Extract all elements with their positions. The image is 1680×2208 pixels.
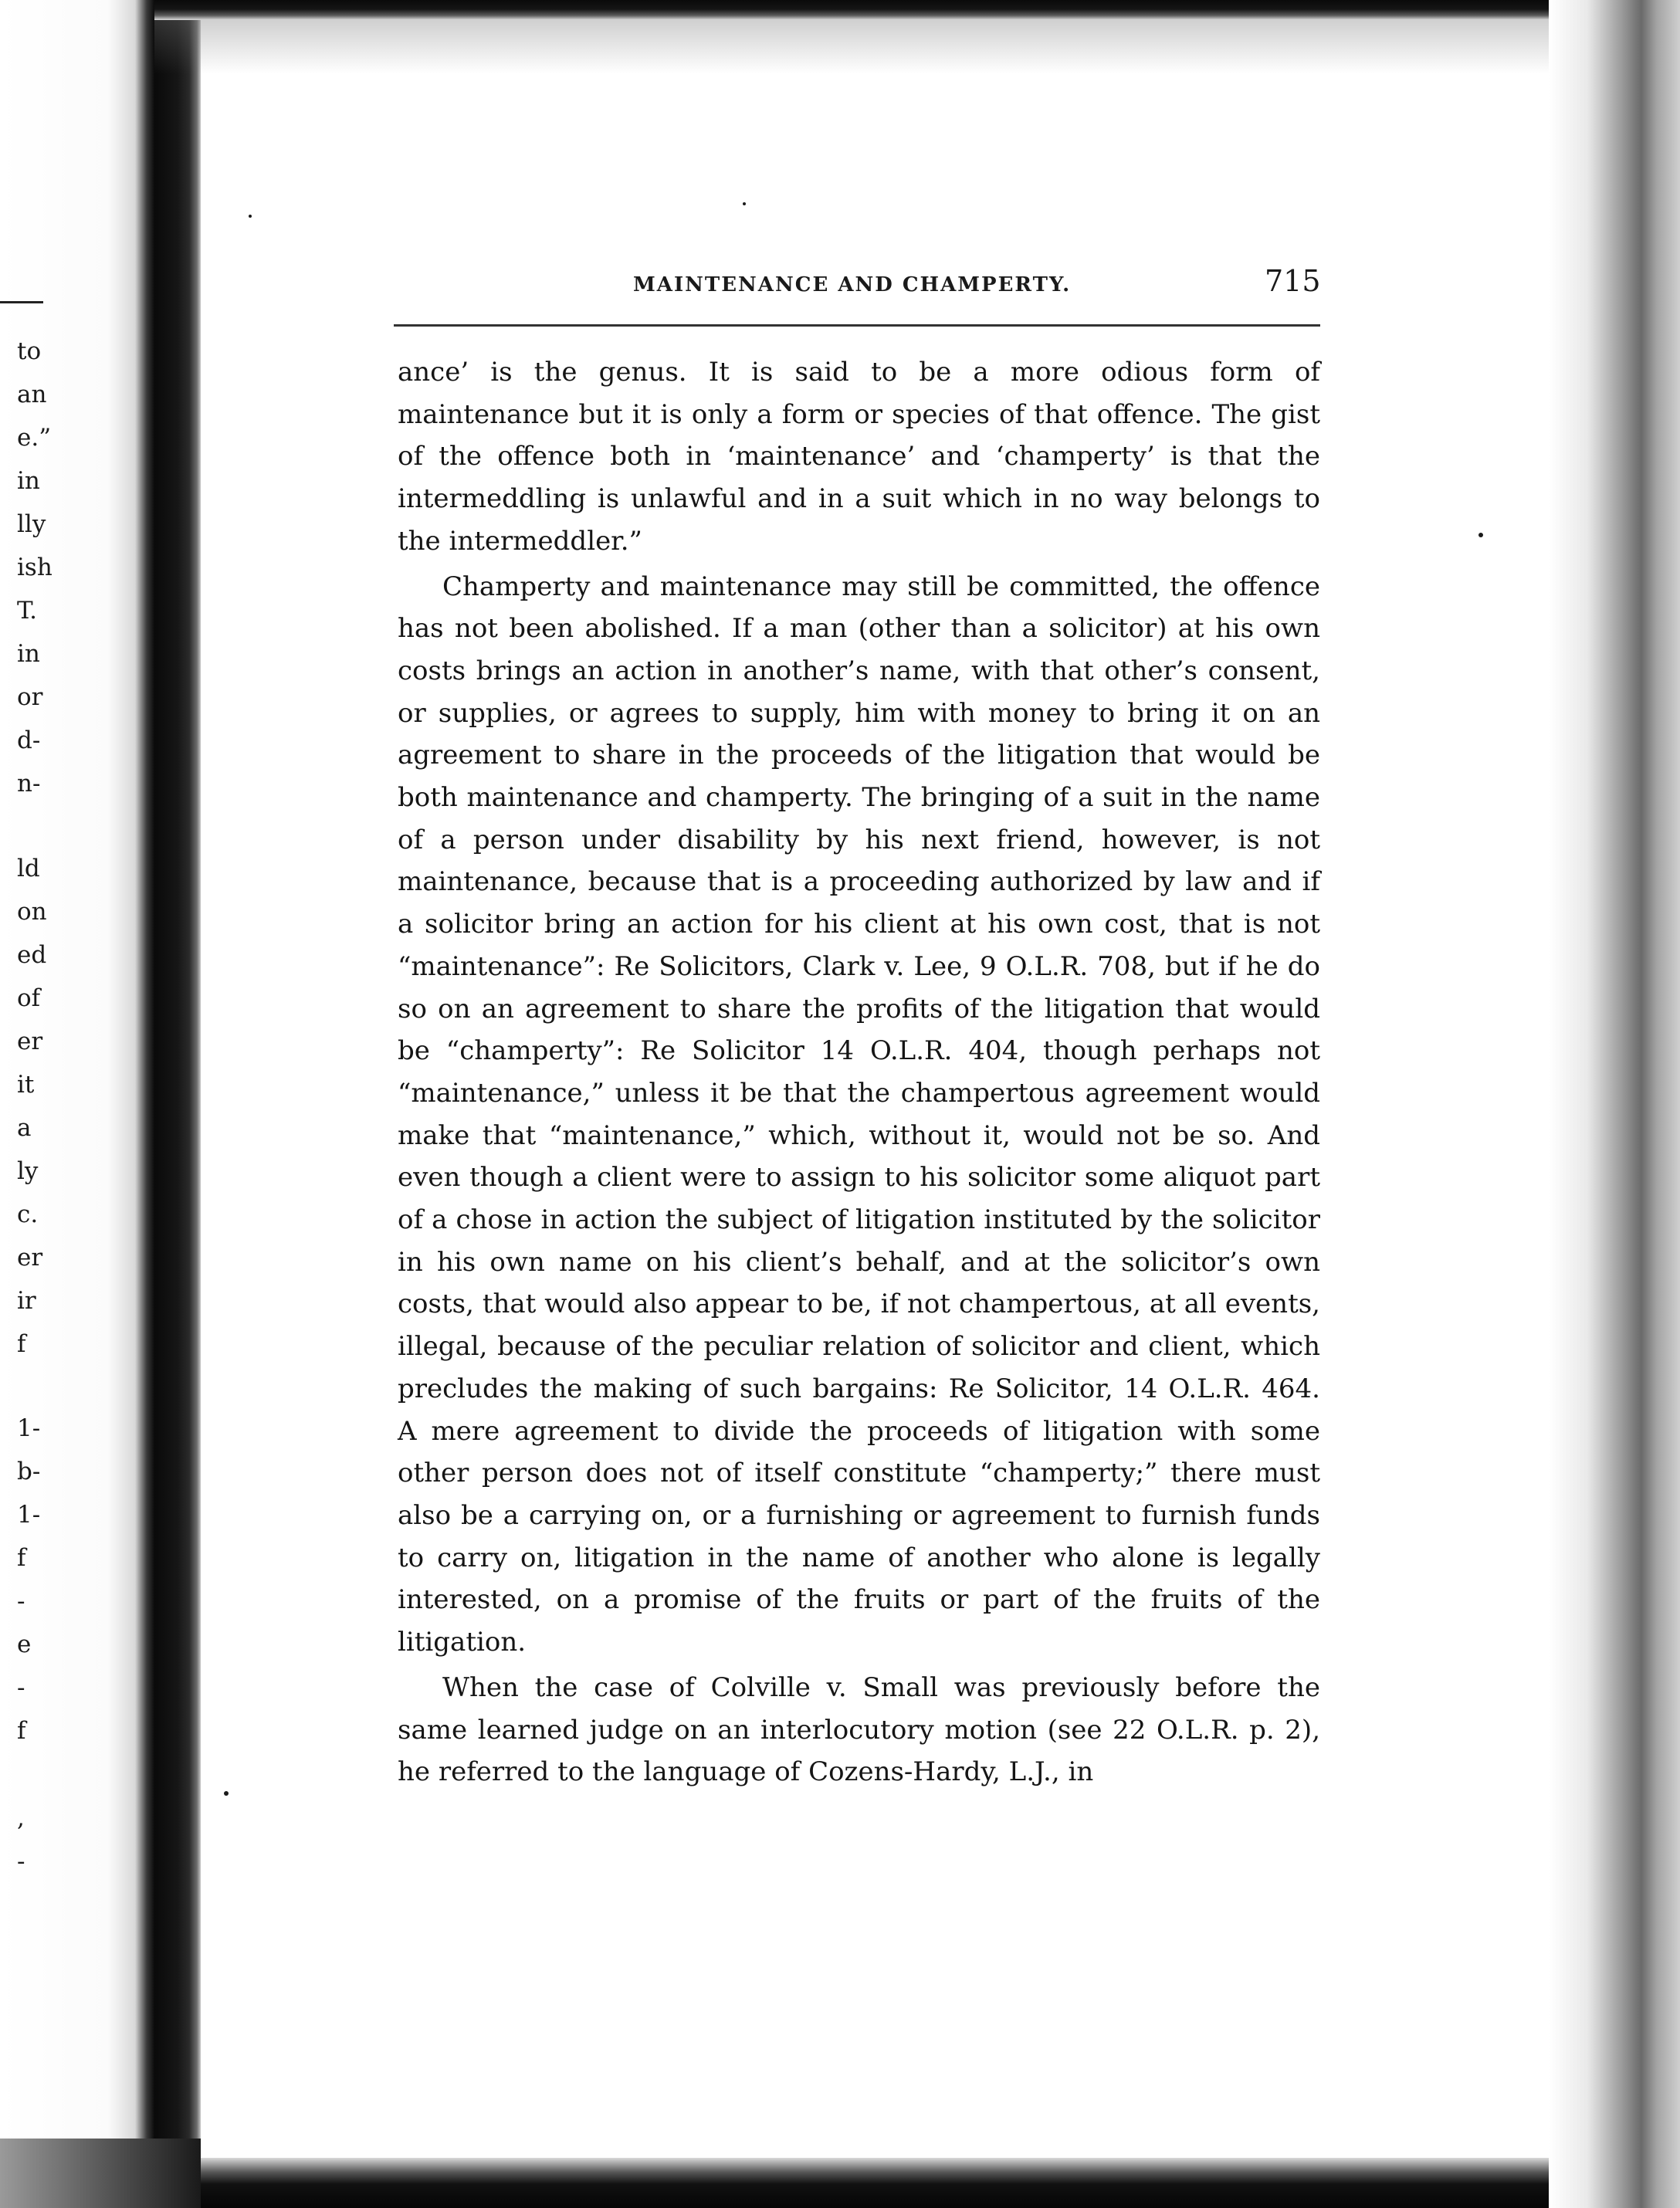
- left-fragment: n-: [17, 770, 41, 798]
- left-fragment: er: [17, 1028, 43, 1055]
- left-fragment: -: [17, 1847, 25, 1875]
- left-fragment: -: [17, 1674, 25, 1702]
- left-page-edge: [0, 0, 154, 2208]
- paragraph-2: Champerty and maintenance may still be committed, the offence has not been abolished. If a man (other than a solicitor) at his own costs brings an action in another’s name, with that other’s consent, or supplies, or agrees to supply, him with money to bring it on an agreement to share in the proceeds of the litigation that would be both maintenance and champerty. The bringing of a suit in the name of a person under disability by his next friend, however, is not maintenance, because that is a proceeding authorized by law and if a solicitor bring an action for his client at his own cost, that is not “maintenance”: Re Solicitors, Clark v. Lee, 9 O.L.R. 708, but if he do so on an agreement to share the profits of the litigation that would be “champerty”: Re Solicitor 14 O.L.R. 404, though perhaps not “maintenance,” unless it be that the champertous agreement would make that “maintenance,” which, without it, would not be so. And even though a client were to assign to his solicitor some aliquot part of a chose in action the subject of litigation instituted by the solicitor in his own name on his client’s behalf, and at the solicitor’s own costs, that would also appear to be, if not champertous, at all events, illegal, because of the peculiar relation of solicitor and client, which precludes the making of such bargains: Re Solicitor, 14 O.L.R. 464. A mere agreement to divide the proceeds of litigation with some other person does not of itself constitute “champerty;” there must also be a carrying on, or a furnishing or agreement to furnish funds to carry on, litigation in the name of another who alone is legally interested, on a promise of the fruits or part of the fruits of the litigation.: [398, 571, 1320, 1658]
- left-fragment: er: [17, 1244, 43, 1272]
- left-fragment: ,: [17, 1804, 25, 1832]
- paragraph-1: ance’ is the genus. It is said to be a more odious form of maintenance but it is only a form or species of that offence. The gist of the offence both in ‘maintenance’ and ‘champerty’ is that the intermeddling is unlawful and in a suit which in no way belongs to the intermeddler.”: [398, 357, 1320, 557]
- book-gutter: [154, 0, 201, 2208]
- left-fragment: on: [17, 898, 47, 926]
- left-fragment: f: [17, 1544, 26, 1572]
- left-fragment: lly: [17, 510, 46, 538]
- left-fragment: ld: [17, 855, 40, 882]
- running-title: MAINTENANCE AND CHAMPERTY.: [633, 273, 1072, 296]
- top-page-edge: [154, 0, 1680, 20]
- left-fragment: 1-: [17, 1501, 41, 1529]
- left-fragment: an: [17, 381, 47, 408]
- running-head: [394, 264, 1321, 309]
- left-page-rule: [0, 301, 43, 303]
- left-fragment: in: [17, 467, 40, 495]
- right-page-edge: [1549, 0, 1680, 2208]
- left-fragment: c.: [17, 1201, 39, 1228]
- page-number: 715: [1265, 264, 1321, 298]
- left-fragment: to: [17, 337, 42, 365]
- left-fragment: f: [17, 1330, 26, 1358]
- top-shadow: [154, 20, 1680, 74]
- scan-speck: [1478, 533, 1483, 537]
- left-fragment: ish: [17, 554, 52, 581]
- body-text: [398, 351, 1320, 1793]
- left-fragment: -: [17, 1587, 25, 1615]
- left-fragment: T.: [17, 597, 37, 625]
- left-fragment: b-: [17, 1458, 41, 1485]
- bottom-page-edge: [154, 2158, 1549, 2208]
- left-fragment: or: [17, 683, 43, 711]
- left-fragment: of: [17, 984, 41, 1012]
- left-fragment: a: [17, 1114, 32, 1142]
- bottom-left-corner: [0, 2139, 201, 2208]
- left-fragment: f: [17, 1717, 26, 1745]
- header-rule: [394, 324, 1320, 327]
- left-fragment: ir: [17, 1287, 36, 1315]
- left-fragment: e.”: [17, 424, 52, 452]
- left-fragment: e: [17, 1631, 32, 1658]
- left-fragment: ed: [17, 941, 47, 969]
- scan-speck: [249, 215, 252, 218]
- left-fragment: 1-: [17, 1414, 41, 1442]
- left-fragment: ly: [17, 1157, 39, 1185]
- left-fragment: it: [17, 1071, 35, 1099]
- paragraph-3: When the case of Colville v. Small was previously before the same learned judge on an interlocutory motion (see 22 O.L.R. p. 2), he referred to the language of Cozens-Hardy, L.J., in: [398, 1671, 1320, 1788]
- left-fragment: in: [17, 640, 40, 668]
- left-fragment: d-: [17, 726, 41, 754]
- scan-speck: [224, 1791, 229, 1796]
- scan-speck: [743, 202, 746, 205]
